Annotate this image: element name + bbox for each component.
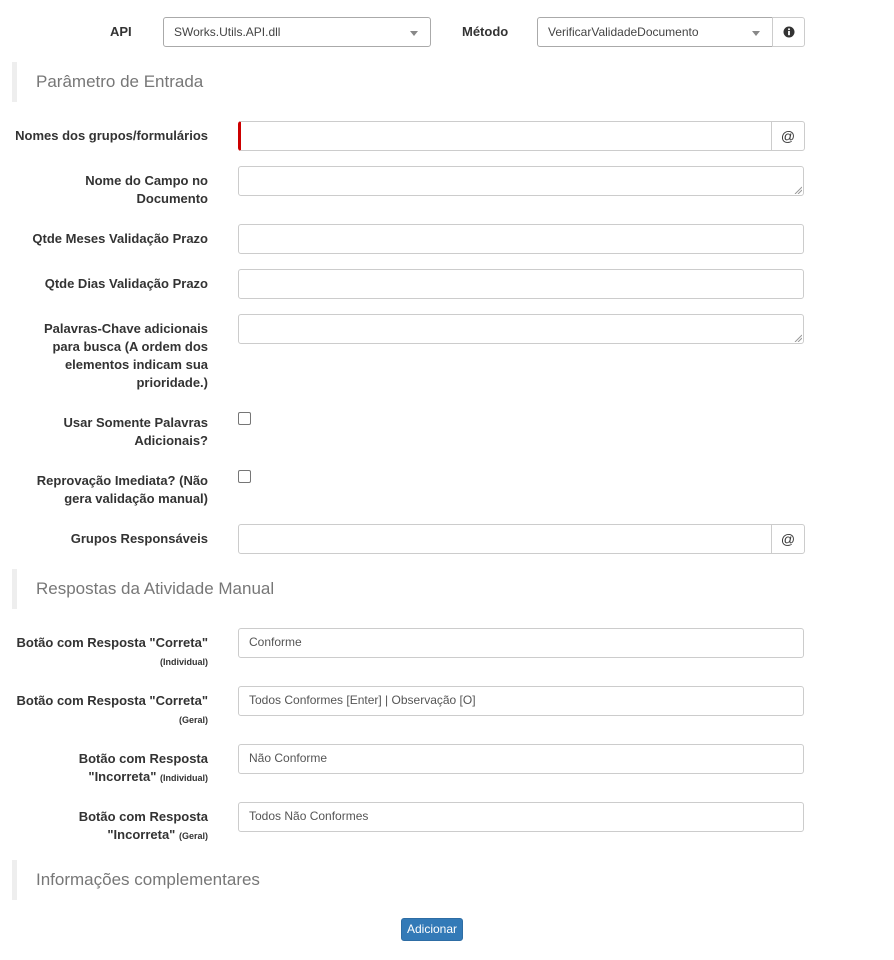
reprovacao-label: Reprovação Imediata? (Não gera validação manual) bbox=[36, 473, 208, 506]
api-select[interactable] bbox=[163, 17, 431, 47]
dias-input[interactable] bbox=[238, 269, 804, 299]
api-select-value: SWorks.Utils.API.dll bbox=[174, 25, 281, 39]
palavras-chave-textarea[interactable] bbox=[238, 314, 804, 344]
palavras-chave-label: Palavras-Chave adicionais para busca (A ordem dos elementos indicam sua prioridade.) bbox=[43, 321, 208, 390]
method-select-value: VerificarValidadeDocumento bbox=[548, 25, 699, 39]
chevron-down-icon bbox=[410, 31, 418, 36]
info-button[interactable] bbox=[772, 17, 805, 47]
incorreta-individual-label: Botão com Resposta "Incorreta" (Individual) bbox=[78, 751, 208, 784]
chevron-down-icon bbox=[752, 31, 760, 36]
adicionar-button[interactable]: Adicionar bbox=[401, 918, 463, 941]
correta-geral-input[interactable]: Todos Conformes [Enter] | Observação [O] bbox=[238, 686, 804, 716]
grupos-responsaveis-input[interactable] bbox=[238, 524, 772, 554]
grupos-responsaveis-at-button[interactable]: @ bbox=[771, 524, 805, 554]
correta-geral-label: Botão com Resposta "Correta" (Geral) bbox=[16, 693, 208, 725]
method-label: Método bbox=[462, 24, 509, 39]
grupos-formularios-label: Nomes dos grupos/formulários bbox=[15, 128, 208, 143]
section-informacoes-complementares bbox=[12, 860, 806, 900]
section-title: Parâmetro de Entrada bbox=[36, 72, 204, 91]
api-label: API bbox=[110, 24, 132, 39]
meses-input[interactable] bbox=[238, 224, 804, 254]
nome-campo-textarea[interactable] bbox=[238, 166, 804, 196]
correta-individual-label: Botão com Resposta "Correta" (Individual) bbox=[16, 635, 208, 667]
resize-handle-icon[interactable] bbox=[794, 334, 802, 342]
method-select[interactable] bbox=[537, 17, 773, 47]
somente-palavras-checkbox[interactable] bbox=[238, 412, 251, 425]
correta-individual-input[interactable]: Conforme bbox=[238, 628, 804, 658]
section-title: Informações complementares bbox=[36, 870, 260, 889]
section-title: Respostas da Atividade Manual bbox=[36, 579, 275, 598]
nome-campo-label: Nome do Campo no Documento bbox=[85, 173, 208, 206]
reprovacao-checkbox[interactable] bbox=[238, 470, 251, 483]
incorreta-geral-label: Botão com Resposta "Incorreta" (Geral) bbox=[78, 809, 208, 842]
somente-palavras-label: Usar Somente Palavras Adicionais? bbox=[63, 415, 208, 448]
section-parametro-entrada bbox=[12, 62, 806, 102]
resize-handle-icon[interactable] bbox=[794, 186, 802, 194]
info-circle-icon bbox=[783, 26, 795, 38]
dias-label: Qtde Dias Validação Prazo bbox=[44, 276, 208, 291]
grupos-formularios-at-button[interactable]: @ bbox=[771, 121, 805, 151]
incorreta-individual-input[interactable]: Não Conforme bbox=[238, 744, 804, 774]
grupos-responsaveis-label: Grupos Responsáveis bbox=[70, 531, 208, 546]
incorreta-geral-input[interactable]: Todos Não Conformes bbox=[238, 802, 804, 832]
meses-label: Qtde Meses Validação Prazo bbox=[32, 231, 208, 246]
grupos-formularios-input[interactable] bbox=[238, 121, 772, 151]
section-respostas bbox=[12, 569, 806, 609]
